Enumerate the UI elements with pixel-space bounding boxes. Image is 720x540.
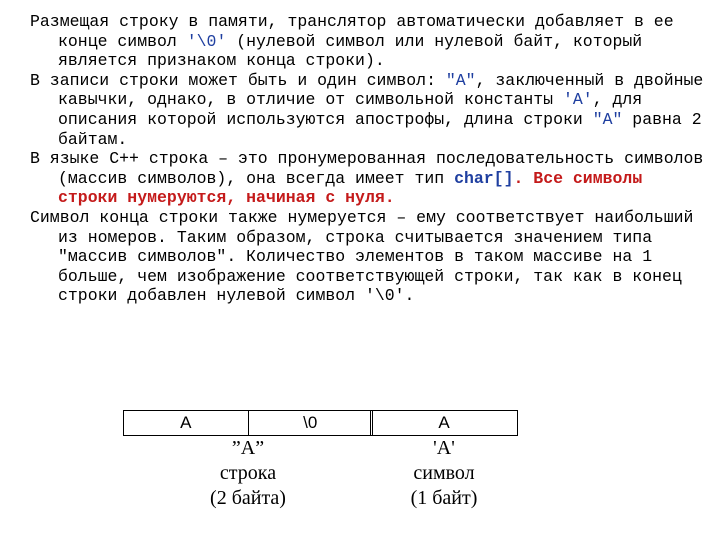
p2-text-a: В записи строки может быть и один символ: bbox=[30, 70, 446, 90]
p2-text-b: , заключенный в двойные кавычки, однако, в отличие от символьной константы bbox=[58, 70, 704, 110]
char-caption-kind: символ bbox=[413, 462, 475, 484]
char-literal-code: 'A' bbox=[562, 90, 593, 110]
string-caption-kind: строка bbox=[219, 462, 277, 484]
p2-text-d: равна 2 байтам. bbox=[58, 109, 702, 149]
document-text bbox=[30, 12, 710, 306]
p2-text-c: , для описания которой используются апострофы, длина строки bbox=[58, 90, 643, 129]
p3-text-a: В языке С++ строка – это пронумерованная последовательность символов (массив символов), она всегда имеет тип bbox=[30, 149, 704, 188]
char-caption-literal: 'A' bbox=[433, 437, 455, 459]
string-literal-code-2: "A" bbox=[592, 109, 623, 129]
string-caption-size: (2 байта) bbox=[210, 487, 286, 509]
null-char-code: '\0' bbox=[186, 31, 227, 51]
p3-highlight-text: . Все символы строки нумеруются, начиная с нуля. bbox=[58, 168, 643, 208]
p1-text-b: (нулевой символ или нулевой байт, который является признаком конца строки). bbox=[58, 31, 643, 71]
char-array-type-code: char[] bbox=[454, 168, 514, 188]
string-memory-box bbox=[123, 410, 373, 436]
string-caption bbox=[123, 436, 373, 511]
string-caption-literal: ”A” bbox=[231, 437, 265, 459]
char-caption bbox=[370, 436, 518, 511]
paragraph-2 bbox=[30, 71, 710, 149]
p4-text-a: Символ конца строки также нумеруется – ему соответствует наибольший из номеров. Таким образом, строка считывается значением типа "массив символов". Количество элементов в таком массиве на 1 больше, чем изображение соответствующей строки, так как в конец строки добавлен нулевой символ '\0'. bbox=[30, 207, 694, 306]
string-cell-char: A bbox=[180, 413, 192, 432]
paragraph-3 bbox=[30, 149, 710, 208]
p1-text-a: Размещая строку в памяти, транслятор автоматически добавляет в ее конце символ bbox=[30, 12, 674, 51]
char-cell: A bbox=[438, 413, 450, 432]
paragraph-1 bbox=[30, 12, 710, 71]
char-memory-box bbox=[370, 410, 518, 436]
string-literal-code: "A" bbox=[445, 70, 476, 90]
string-cell-null: \0 bbox=[248, 411, 373, 435]
char-caption-size: (1 байт) bbox=[410, 487, 478, 509]
paragraph-4 bbox=[30, 208, 710, 306]
